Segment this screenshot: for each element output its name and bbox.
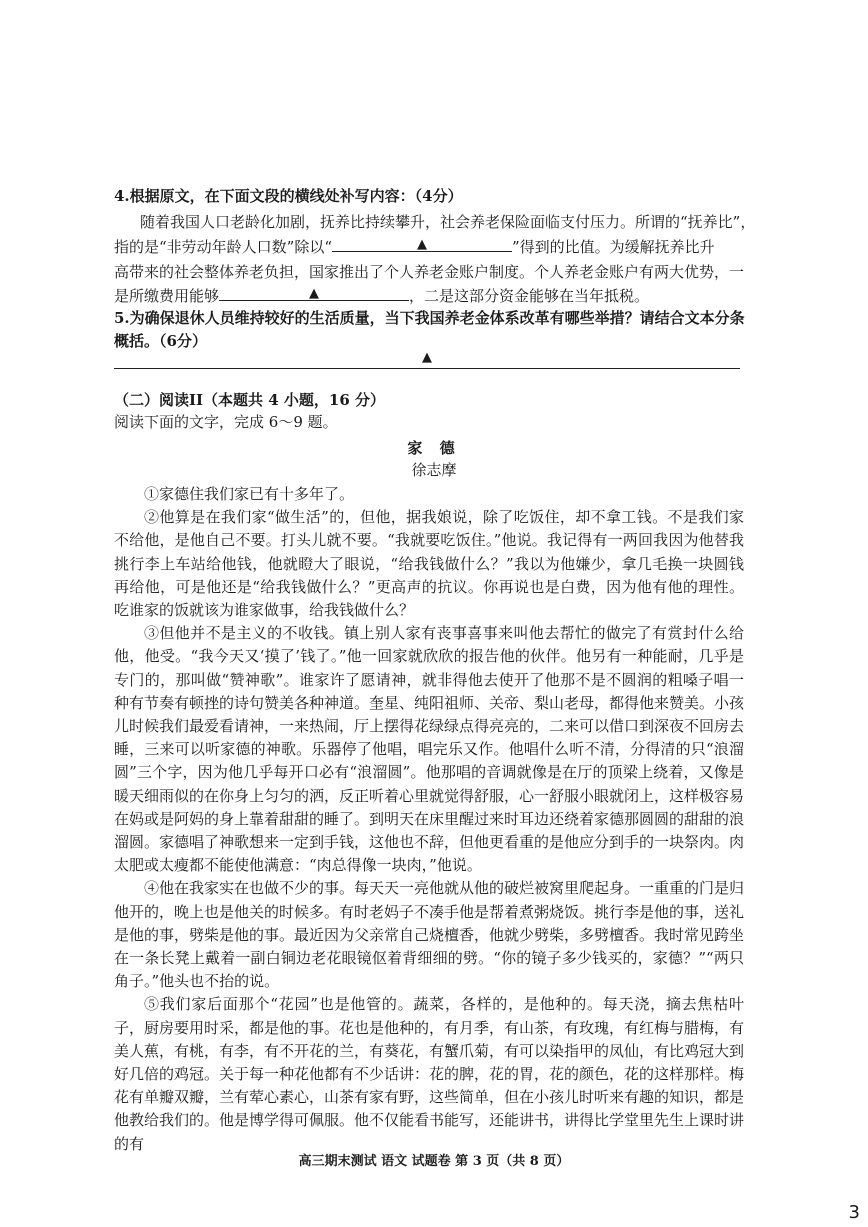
- q4-line-2-start: 指的是“非劳动年龄人口数”除以“: [114, 238, 333, 256]
- paragraph-3: ③但他并不是主义的不收钱。镇上别人家有丧事喜事来叫他去帮忙的做完了有赏封什么给他，他受。“我今天又‘摸了’钱了。”他一回家就欣欣的报告他的伙伴。他另有一种能耐，几乎是专门的，那叫做“赞神歌”。谁家许了愿请神，就非得他去使开了他那不是不圆润的粗嗓子唱一种有节奏有顿挫的诗句赞美各种神道。奎星、纯阳祖师、关帝、梨山老母，都得他来赞美。小孩儿时候我们最爱看请神，一来热闹，厅上摆得花绿绿点得亮亮的，二来可以借口到深夜不回房去睡，三来可以听家德的神歌。乐器停了他唱，唱完乐又作。他唱什么听不清，分得清的只“浪溜圆”三个字，因为他几乎每开口必有“浪溜圆”。他那唱的音调就像是在厅的顶梁上绕着，又像是暖天细雨似的在你身上匀匀的洒，反正听着心里就觉得舒服，心一舒服小眼就闭上，这样极容易在妈或是阿妈的身上靠着甜甜的睡了。到明天在床里醒过来时耳边还绕着家德那圆圆的甜甜的浪溜圆。家德唱了神歌想来一定到手钱，这他也不辞，但他更看重的是他应分到手的一块祭肉。肉太肥或太瘦都不能使他满意：“肉总得像一块肉，”他说。: [114, 624, 745, 875]
- q4-line-2-end: ”得到的比值。为缓解抚养比升: [512, 238, 715, 256]
- q4-line-1: 随着我国人口老龄化加剧，抚养比持续攀升，社会养老保险面临支付压力。所谓的“抚养比”，: [140, 213, 756, 231]
- q4-line-3: 高带来的社会整体养老负担，国家推出了个人养老金账户制度。个人养老金账户有两大优势，一: [114, 263, 745, 281]
- blank-marker-1: ▲: [417, 237, 428, 252]
- q4-line-4-end: ，二是这部分资金能够在当年抵税。: [409, 287, 650, 305]
- question-5-line-1: 5.为确保退休人员维持较好的生活质量，当下我国养老金体系改革有哪些举措？请结合文本分条: [114, 309, 745, 327]
- page-number: 3: [848, 1202, 860, 1223]
- q4-line-2: [114, 237, 715, 257]
- fill-blank-2[interactable]: [219, 286, 409, 301]
- article-title: 家 德: [407, 439, 461, 457]
- question-4-heading: 4.根据原文，在下面文段的横线处补写内容：（4分）: [114, 187, 463, 205]
- answer-line[interactable]: [114, 368, 740, 369]
- article-body: [114, 483, 744, 1156]
- article-author: 徐志摩: [411, 461, 457, 479]
- paragraph-5: ⑤我们家后面那个“花园”也是他管的。蔬菜，各样的，是他种的。每天浇，摘去焦枯叶子，厨房要用时采，都是他的事。花也是他种的，有月季，有山茶，有玫瑰，有红梅与腊梅，有美人蕉，有桃，有李，有不开花的兰，有葵花，有蟹爪菊，有可以染指甲的凤仙，有比鸡冠大到好几倍的鸡冠。关于每一种花他都有不少话讲：花的脾，花的胃，花的颜色，花的这样那样。梅花有单瓣双瓣，兰有荤心素心，山茶有家有野，这些简单，但在小孩儿时听来有趣的知识，都是他教给我们的。他是博学得可佩服。他不仅能看书能写，还能讲书，讲得比学堂里先生上课时讲的有: [114, 995, 745, 1153]
- answer-marker: ▲: [422, 350, 432, 365]
- q4-line-4: [114, 286, 649, 306]
- section-instruction: 阅读下面的文字，完成 6～9 题。: [114, 413, 338, 431]
- paragraph-1: ①家德住我们家已有十多年了。: [144, 485, 355, 503]
- section-heading: （二）阅读II（本题共 4 小题，16 分）: [114, 391, 386, 409]
- blank-marker-2: ▲: [309, 286, 320, 301]
- question-5-line-2: 概括。（6分）: [114, 332, 207, 350]
- q4-line-4-start: 是所缴费用能够: [114, 287, 220, 305]
- paragraph-4: ④他在我家实在也做不少的事。每天天一亮他就从他的破烂被窝里爬起身。一重重的门是归他开的，晚上也是他关的时候多。有时老妈子不凑手他是帮着煮粥烧饭。挑行李是他的事，送礼是他的事，劈柴是他的事。最近因为父亲常自己烧檀香，他就少劈柴，多劈檀香。我时常见跨坐在一条长凳上戴着一副白铜边老花眼镜伛着背细细的劈。“你的镜子多少钱买的，家德？”“两只角子。”他头也不抬的说。: [114, 879, 745, 991]
- paragraph-2: ②他算是在我们家“做生活”的，但他，据我娘说，除了吃饭住，却不拿工钱。不是我们家不给他，是他自己不要。打头儿就不要。“我就要吃饭住。”他说。我记得有一两回我因为他替我挑行李上车站给他钱，他就瞪大了眼说，“给我钱做什么？”我以为他嫌少，拿几毛换一块圆钱再给他，可是他还是“给我钱做什么？”更高声的抗议。你再说也是白费，因为他有他的理性。吃谁家的饭就该为谁家做事，给我钱做什么？: [114, 508, 744, 620]
- fill-blank-1[interactable]: [332, 237, 512, 252]
- page-footer: 高三期末测试 语文 试题卷 第 3 页（共 8 页）: [298, 1154, 570, 1169]
